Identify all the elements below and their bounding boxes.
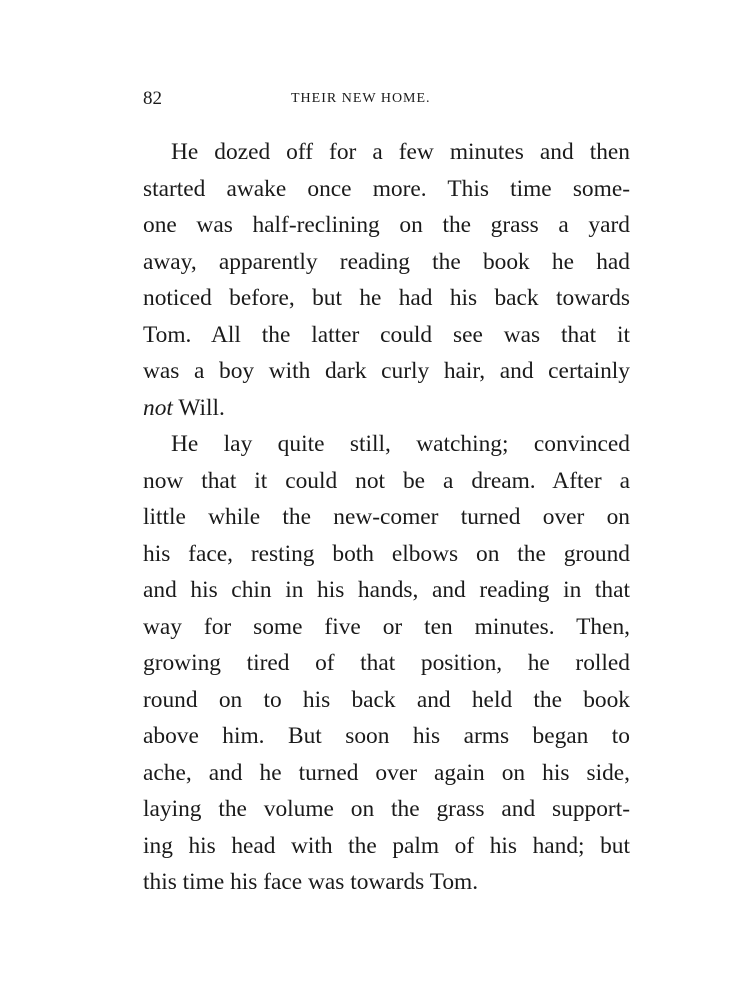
text-line: this time his face was towards Tom. [143, 869, 479, 895]
text-line: one was half-reclining on the grass a yard [143, 212, 630, 238]
text-line: laying the volume on the grass and support- [143, 796, 630, 822]
text-line: way for some five or ten minutes. Then, [143, 613, 630, 640]
text-line: now that it could not be a dream. After a [143, 467, 630, 494]
text-line: noticed before, but he had his back towards [143, 285, 630, 311]
italic-word: not [143, 394, 173, 421]
text-line: Tom. All the latter could see was that it [143, 321, 630, 348]
text-line: away, apparently reading the book he had [143, 248, 630, 275]
text-fragment: Will. [172, 394, 225, 421]
text-line: started awake once more. This time some- [143, 175, 630, 202]
page-header [143, 88, 630, 116]
text-line: He dozed off for a few minutes and then [171, 139, 630, 165]
text-line: round on to his back and held the book [143, 686, 630, 713]
text-line: ache, and he turned over again on his side, [143, 759, 630, 786]
text-line: little while the new-comer turned over on [143, 504, 630, 530]
text-line: his face, resting both elbows on the ground [143, 540, 630, 567]
text-line: above him. But soon his arms began to [143, 723, 630, 749]
text-line [143, 390, 630, 427]
text-line: He lay quite still, watching; convinced [171, 431, 630, 457]
running-title: THEIR NEW HOME. [291, 91, 431, 106]
text-line: ing his head with the palm of his hand; but [143, 832, 630, 859]
page-number: 82 [143, 88, 162, 109]
text-line: was a boy with dark curly hair, and certainly [143, 358, 630, 384]
text-line: and his chin in his hands, and reading in that [143, 577, 630, 603]
text-line: growing tired of that position, he rolled [143, 650, 630, 676]
body-text [143, 134, 630, 901]
